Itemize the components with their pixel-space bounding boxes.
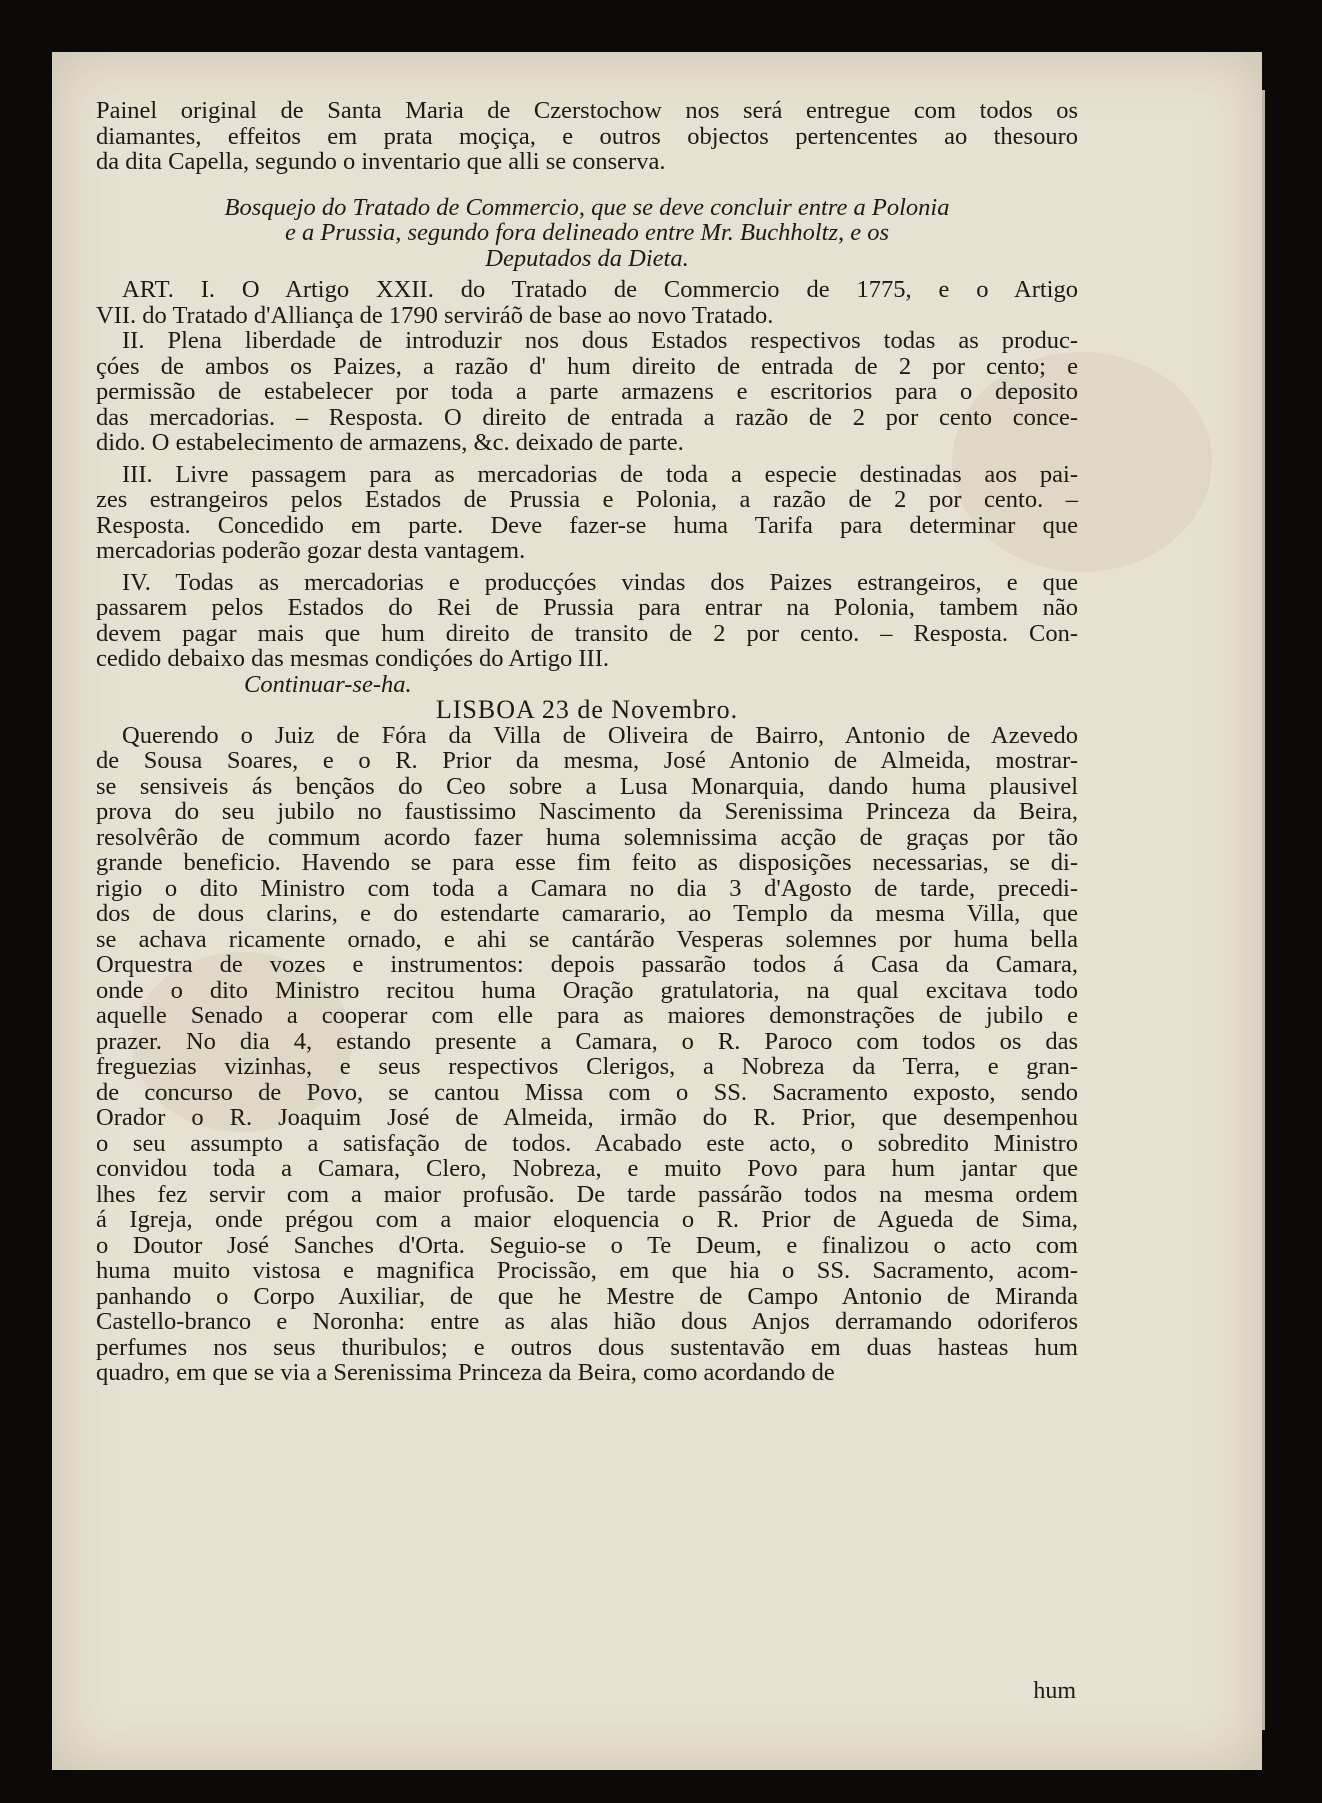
- continuation-note: Continuar-se-ha.: [244, 670, 412, 698]
- text-line: e a Prussia, segundo fora delineado entre Mr. Buchholtz, e os: [284, 219, 890, 246]
- text-line: ART. I. O Artigo XXII. do Tratado de Commercio de 1775, e o Artigo: [122, 276, 1078, 303]
- text-line: dos de dous clarins, e do estendarte camarario, ao Templo da mesma Villa, que: [96, 900, 1078, 927]
- text-line: grande beneficio. Havendo se para esse fim feito as disposições necessarias, se di-: [96, 849, 1078, 876]
- article-3: [96, 462, 1078, 564]
- text-line: çóes de ambos os Paizes, a razão d' hum direito de entrada de 2 por cento; e: [96, 352, 1078, 380]
- text-line: de Sousa Soares, e o R. Prior da mesma, José Antonio de Almeida, mostrar-: [96, 747, 1078, 774]
- text-line: mercadorias poderão gozar desta vantagem.: [96, 537, 526, 564]
- article-1: [96, 277, 1078, 328]
- text-line: Castello-branco e Noronha: entre as alas hião dous Anjos derramando odoriferos: [96, 1308, 1078, 1335]
- text-line: onde o dito Ministro recitou huma Oração gratulatoria, na qual excitava todo: [96, 976, 1078, 1004]
- text-line: perfumes nos seus thuribulos; e outros dous sustentavão em duas hasteas hum: [96, 1333, 1078, 1361]
- text-line: permissão de estabelecer por toda a parte armazens e escritorios para o deposito: [96, 378, 1078, 405]
- text-line: freguezias vizinhas, e seus respectivos Clerigos, a Nobreza da Terra, e gran-: [96, 1053, 1078, 1080]
- text-line: diamantes, effeitos em prata moçiça, e outros objectos pertencentes ao thesouro: [96, 122, 1078, 150]
- text-line: o Doutor José Sanches d'Orta. Seguio-se o Te Deum, e finalizou o acto com: [96, 1231, 1078, 1259]
- text-line: convidou toda a Camara, Clero, Nobreza, e muito Povo para hum jantar que: [96, 1155, 1078, 1182]
- text-line: de concurso de Povo, se cantou Missa com o SS. Sacramento exposto, sendo: [96, 1078, 1078, 1106]
- text-line: da dita Capella, segundo o inventario que alli se conserva.: [96, 148, 666, 175]
- text-line: Deputados da Dieta.: [485, 244, 689, 272]
- treaty-title: [96, 195, 1078, 272]
- text-line: se sensiveis ás bençãos do Ceo sobre a Lusa Monarquia, dando huma plausivel: [96, 772, 1078, 800]
- text-line: panhando o Corpo Auxiliar, de que he Mestre de Campo Antonio de Miranda: [96, 1282, 1078, 1310]
- text-line: cedido debaixo das mesmas condiçóes do Artigo III.: [96, 645, 610, 672]
- text-line: huma muito vistosa e magnifica Procissão, em que hia o SS. Sacramento, acom-: [96, 1257, 1078, 1284]
- catchword: hum: [1033, 1678, 1076, 1704]
- dateline: LISBOA 23 de Novembro.: [435, 695, 739, 724]
- article-2: [96, 328, 1078, 456]
- text-line: quadro, em que se via a Serenissima Princeza da Beira, como acordando de: [96, 1359, 835, 1386]
- text-line: das mercadorias. – Resposta. O direito de entrada a razão de 2 por cento conce-: [96, 403, 1078, 431]
- text-line: devem pagar mais que hum direito de transito de 2 por cento. – Resposta. Con-: [96, 619, 1078, 647]
- text-line: zes estrangeiros pelos Estados de Prussia e Polonia, a razão de 2 por cento. –: [96, 486, 1078, 513]
- text-line: Orquestra de vozes e instrumentos: depois passarão todos á Casa da Camara,: [96, 951, 1078, 978]
- text-line: VII. do Tratado d'Alliança de 1790 serviráõ de base ao novo Tratado.: [96, 301, 774, 329]
- text-line: lhes fez servir com a maior profusão. De tarde passárão todos na mesma ordem: [96, 1180, 1078, 1208]
- document-text: [96, 98, 1078, 1386]
- text-line: III. Livre passagem para as mercadorias de toda a especie destinadas aos pai-: [122, 460, 1078, 488]
- text-line: Orador o R. Joaquim José de Almeida, irmão do R. Prior, que desempenhou: [96, 1104, 1078, 1131]
- lisboa-report: [96, 723, 1078, 1386]
- text-line: passarem pelos Estados do Rei de Prussia para entrar na Polonia, tambem não: [96, 594, 1078, 621]
- article-4: [96, 570, 1078, 672]
- text-line: Resposta. Concedido em parte. Deve fazer-se huma Tarifa para determinar que: [96, 511, 1078, 539]
- paragraph-czerstochow: [96, 98, 1078, 175]
- text-line: resolvêrão de commum acordo fazer huma solemnissima acção de graças por tão: [96, 823, 1078, 851]
- text-line: Painel original de Santa Maria de Czerstochow nos será entregue com todos os: [96, 97, 1078, 124]
- text-line: Bosquejo do Tratado de Commercio, que se deve concluir entre a Polonia: [224, 193, 950, 221]
- text-line: dido. O estabelecimento de armazens, &c. deixado de parte.: [96, 429, 684, 456]
- text-line: prazer. No dia 4, estando presente a Camara, o R. Paroco com todos os das: [96, 1027, 1078, 1055]
- text-line: o seu assumpto a satisfação de todos. Acabado este acto, o sobredito Ministro: [96, 1129, 1078, 1157]
- text-line: IV. Todas as mercadorias e producçóes vindas dos Paizes estrangeiros, e que: [122, 568, 1078, 596]
- text-line: aquelle Senado a cooperar com elle para as maiores demonstrações de jubilo e: [96, 1002, 1078, 1029]
- text-line: Querendo o Juiz de Fóra da Villa de Oliveira de Bairro, Antonio de Azevedo: [122, 721, 1078, 749]
- text-line: se achava ricamente ornado, e ahi se cantárão Vesperas solemnes por huma bella: [96, 925, 1078, 953]
- text-line: rigio o dito Ministro com toda a Camara no dia 3 d'Agosto de tarde, precedi-: [96, 874, 1078, 902]
- text-line: á Igreja, onde prégou com a maior eloquencia o R. Prior de Agueda de Sima,: [96, 1206, 1078, 1233]
- text-line: II. Plena liberdade de introduzir nos dous Estados respectivos todas as produc-: [122, 327, 1078, 354]
- text-line: prova do seu jubilo no faustissimo Nascimento da Serenissima Princeza da Beira,: [96, 798, 1078, 825]
